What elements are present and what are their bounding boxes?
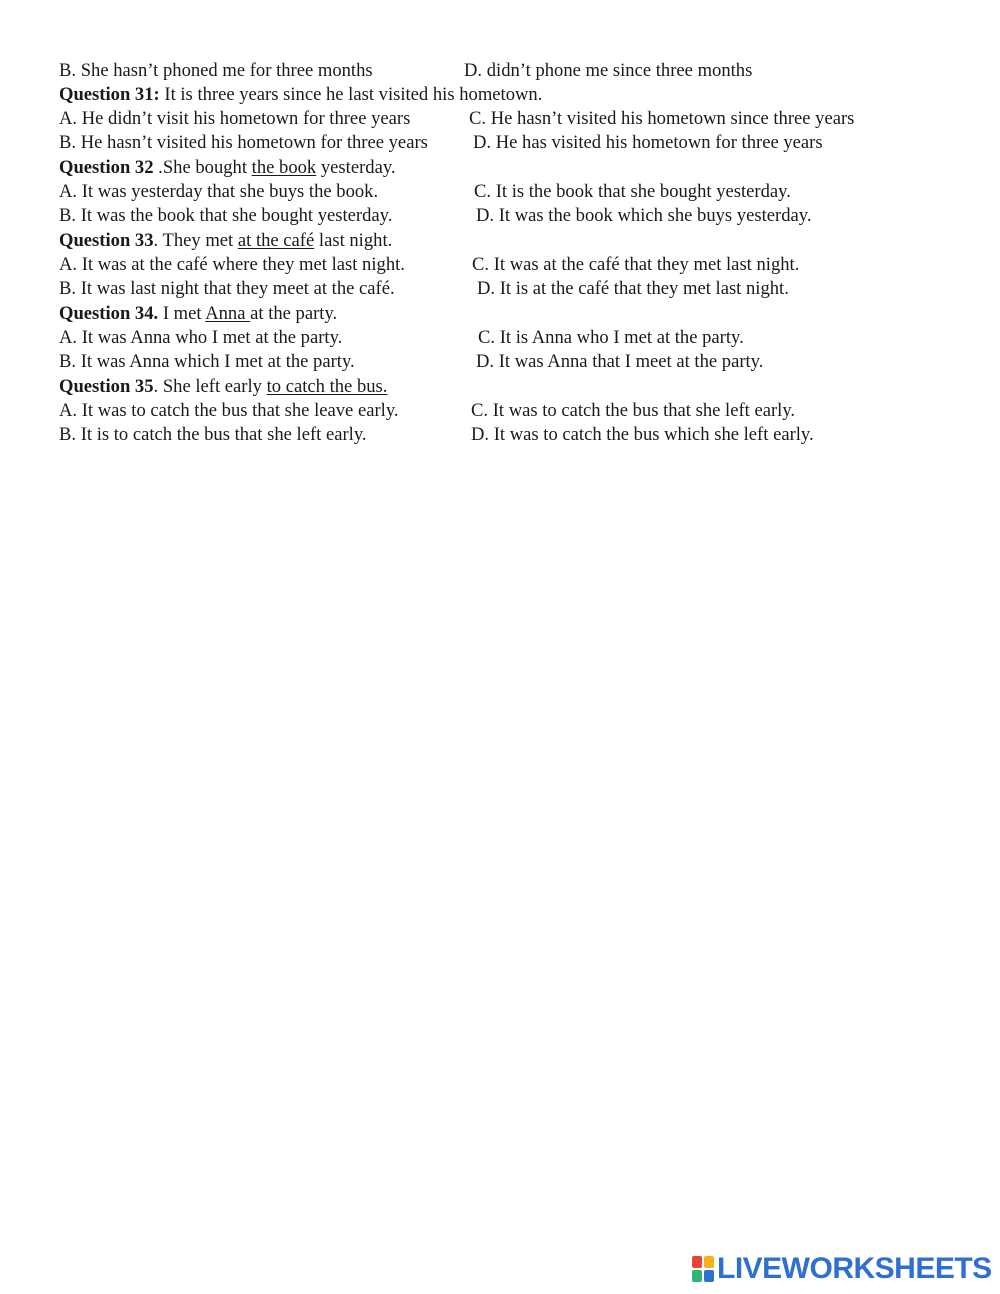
q30-option-b[interactable]: B. She hasn’t phoned me for three months [59,60,373,81]
question-35-row-b-d [59,423,814,447]
q33-option-d[interactable]: D. It is at the café that they met last night. [477,278,789,299]
q35-option-b[interactable]: B. It is to catch the bus that she left early. [59,424,367,445]
question-33-row-b-d [59,277,789,301]
q33-option-b[interactable]: B. It was last night that they meet at the café. [59,278,395,299]
q31-option-d[interactable]: D. He has visited his hometown for three years [473,132,823,153]
question-33-row-a-c [59,253,800,277]
q31-option-a[interactable]: A. He didn’t visit his hometown for three years [59,108,411,129]
question-31-row-a-c [59,107,855,131]
q34-option-c[interactable]: C. It is Anna who I met at the party. [478,327,744,348]
q31-option-c[interactable]: C. He hasn’t visited his hometown since three years [469,108,855,129]
logo-block-3 [692,1270,702,1282]
logo-blocks-icon [692,1256,714,1282]
q34-text-post: at the party. [250,303,338,324]
logo-text: LIVEWORKSHEETS [717,1252,992,1285]
liveworksheets-logo[interactable] [692,1252,992,1286]
q32-underlined: the book [251,157,317,178]
q34-underlined: Anna [205,303,251,324]
q32-label: Question 32 [59,157,154,178]
question-35-stem [59,375,387,399]
q32-option-a[interactable]: A. It was yesterday that she buys the book. [59,181,379,202]
q35-underlined: to catch the bus. [266,376,388,397]
question-30-row-b-d [59,59,753,83]
q35-option-c[interactable]: C. It was to catch the bus that she left early. [471,400,796,421]
q33-option-a[interactable]: A. It was at the café where they met last night. [59,254,405,275]
q35-option-a[interactable]: A. It was to catch the bus that she leave early. [59,400,399,421]
question-31-row-b-d [59,131,823,155]
logo-block-1 [692,1256,702,1268]
q34-text-pre: I met [158,303,206,324]
q31-option-b[interactable]: B. He hasn’t visited his hometown for three years [59,132,428,153]
q31-label: Question 31: [59,84,160,105]
q35-option-d[interactable]: D. It was to catch the bus which she left early. [471,424,814,445]
question-31-stem [59,83,542,107]
q31-text: It is three years since he last visited his hometown. [159,84,543,105]
q30-option-d[interactable]: D. didn’t phone me since three months [464,60,753,81]
question-34-stem [59,302,337,326]
q32-text-post: yesterday. [316,157,396,178]
q34-label: Question 34. [59,303,159,324]
q34-option-d[interactable]: D. It was Anna that I meet at the party. [476,351,764,372]
q33-option-c[interactable]: C. It was at the café that they met last night. [472,254,800,275]
q35-text-pre: . She left early [153,376,267,397]
q34-option-b[interactable]: B. It was Anna which I met at the party. [59,351,355,372]
q35-label: Question 35 [59,376,154,397]
q32-option-c[interactable]: C. It is the book that she bought yesterday. [474,181,791,202]
question-32-row-a-c [59,180,791,204]
question-33-stem [59,229,392,253]
question-35-row-a-c [59,399,796,423]
question-34-row-b-d [59,350,764,374]
logo-block-2 [704,1256,714,1268]
q32-option-b[interactable]: B. It was the book that she bought yesterday. [59,205,393,226]
question-32-stem [59,156,396,180]
logo-block-4 [704,1270,714,1282]
question-32-row-b-d [59,204,812,228]
q32-option-d[interactable]: D. It was the book which she buys yesterday. [476,205,812,226]
q33-label: Question 33 [59,230,154,251]
q33-text-post: last night. [314,230,393,251]
question-34-row-a-c [59,326,744,350]
q33-underlined: at the café [237,230,315,251]
q34-option-a[interactable]: A. It was Anna who I met at the party. [59,327,343,348]
q33-text-pre: . They met [153,230,238,251]
q32-text-pre: .She bought [153,157,252,178]
